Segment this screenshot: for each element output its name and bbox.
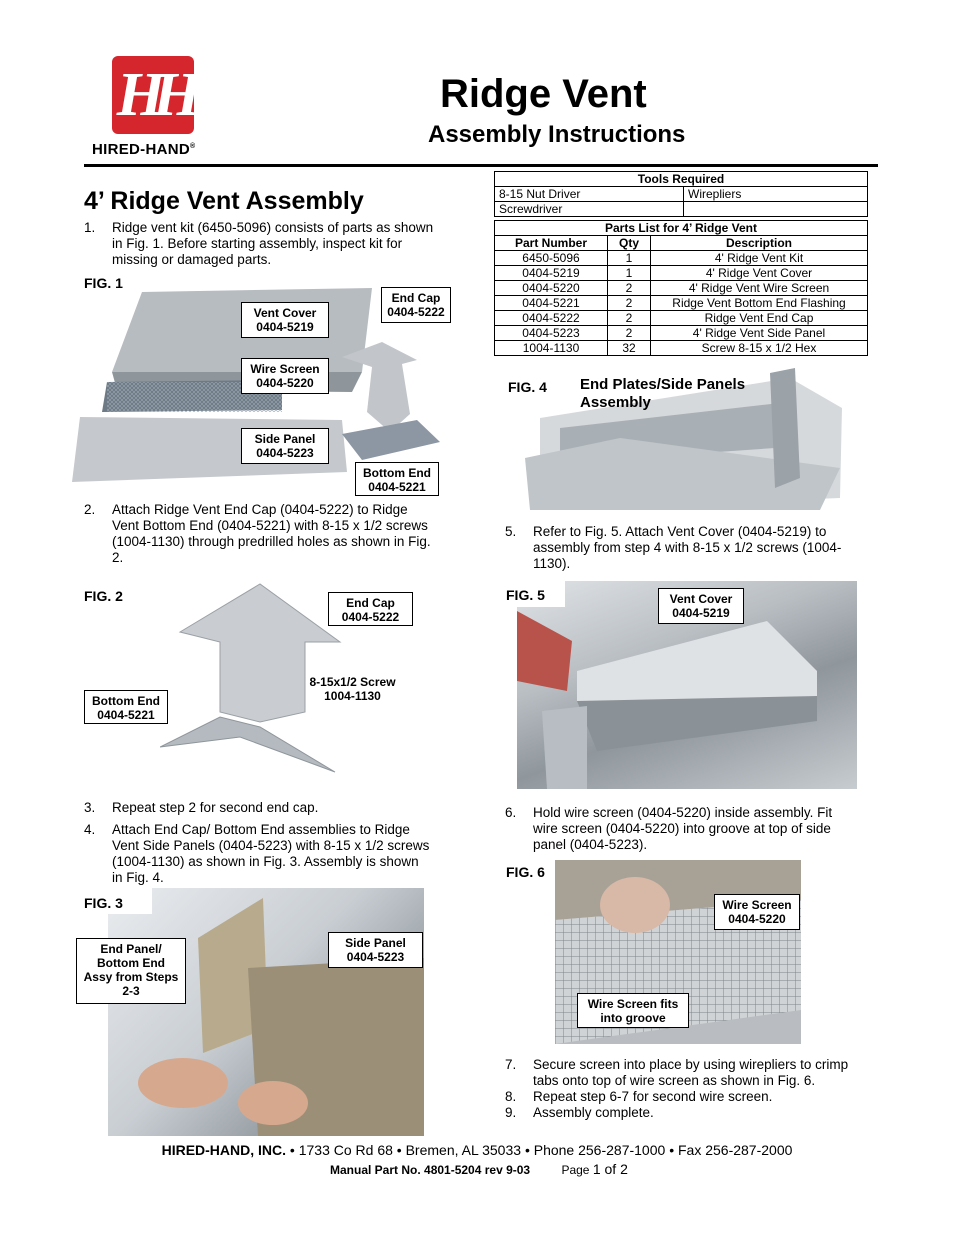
step-line: Assembly complete. <box>533 1105 654 1120</box>
logo-brand-name: HIRED-HAND <box>92 141 190 158</box>
table-row <box>495 341 868 356</box>
fig-1-callout-side-panel: Side Panel 0404-5223 <box>241 428 329 464</box>
table-cell: Ridge Vent Bottom End Flashing <box>651 296 868 311</box>
step-number: 2. <box>84 502 96 517</box>
fig-2-label: FIG. 2 <box>84 588 123 604</box>
step-line: Attach End Cap/ Bottom End assemblies to Ridge <box>112 822 410 837</box>
step-line: Vent Side Panels (0404-5223) with 8-15 x 1/2 screws <box>112 838 430 853</box>
step-number: 9. <box>505 1105 517 1120</box>
step-line: Hold wire screen (0404-5220) inside assembly. Fit <box>533 805 833 820</box>
step-line: 1130). <box>533 556 571 571</box>
fig-3-callout-side-panel: Side Panel 0404-5223 <box>328 932 423 968</box>
parts-table <box>494 220 868 356</box>
fig-6-callout-wire-screen: Wire Screen 0404-5220 <box>714 894 800 930</box>
step-line: tabs onto top of wire screen as shown in Fig. 6. <box>533 1073 816 1088</box>
section-title: 4’ Ridge Vent Assembly <box>84 187 364 215</box>
table-cell: 6450-5096 <box>495 251 608 266</box>
step-9 <box>505 1105 875 1121</box>
table-cell: 1004-1130 <box>495 341 608 356</box>
step-line: in Fig. 4. <box>112 870 164 885</box>
table-cell: 4' Ridge Vent Cover <box>651 266 868 281</box>
step-line: panel (0404-5223). <box>533 837 648 852</box>
table-cell: 0404-5221 <box>495 296 608 311</box>
step-number: 7. <box>505 1057 517 1072</box>
footer-city: • Bremen, AL 35033 <box>396 1142 522 1158</box>
step-line: Refer to Fig. 5. Attach Vent Cover (0404-5219) to <box>533 524 827 539</box>
table-cell: 1 <box>608 251 651 266</box>
step-line: Repeat step 6-7 for second wire screen. <box>533 1089 773 1104</box>
table-cell: 2 <box>608 326 651 341</box>
fig-1-callout-end-cap: End Cap 0404-5222 <box>381 287 451 323</box>
table-cell: 2 <box>608 311 651 326</box>
fig-5-label: FIG. 5 <box>506 587 545 603</box>
step-2 <box>84 502 464 568</box>
column-header: Qty <box>608 236 651 251</box>
step-line: in Fig. 1. Before starting assembly, inspect kit for <box>112 236 403 251</box>
table-cell: 4' Ridge Vent Kit <box>651 251 868 266</box>
fig-2-callout-end-cap: End Cap 0404-5222 <box>328 592 413 626</box>
tools-table-title: Tools Required <box>495 172 868 187</box>
table-cell: 2 <box>608 296 651 311</box>
step-line: Vent Bottom End (0404-5221) with 8-15 x 1/2 screws <box>112 518 428 533</box>
step-1 <box>84 220 464 270</box>
column-header: Part Number <box>495 236 608 251</box>
table-cell: Wirepliers <box>684 187 868 202</box>
step-line: 2. <box>112 550 124 565</box>
fig-4-caption: End Plates/Side Panels Assembly <box>580 376 746 411</box>
table-row <box>495 296 868 311</box>
fig-1-callout-bottom-end: Bottom End 0404-5221 <box>355 462 439 496</box>
step-line: missing or damaged parts. <box>112 252 272 267</box>
fig-3-drawing <box>108 888 424 1136</box>
step-3 <box>84 800 464 816</box>
table-row <box>495 311 868 326</box>
footer-contact <box>0 1142 954 1158</box>
table-row <box>495 187 868 202</box>
header-rule <box>84 164 878 167</box>
page-subtitle: Assembly Instructions <box>428 121 686 148</box>
footer-manual-number: Manual Part No. 4801-5204 rev 9-03 <box>330 1163 531 1177</box>
parts-table-title: Parts List for 4’ Ridge Vent <box>495 221 868 236</box>
table-row <box>495 202 868 217</box>
table-cell: 4' Ridge Vent Side Panel <box>651 326 868 341</box>
footer-page-number: 1 of 2 <box>592 1161 628 1177</box>
step-line: wire screen (0404-5220) into groove at top of side <box>533 821 831 836</box>
table-row <box>495 251 868 266</box>
step-line: Repeat step 2 for second end cap. <box>112 800 319 815</box>
table-cell: 0404-5219 <box>495 266 608 281</box>
footer-page-label: Page <box>561 1163 590 1177</box>
table-row <box>495 266 868 281</box>
step-line: Ridge vent kit (6450-5096) consists of parts as shown <box>112 220 434 235</box>
table-cell: Screwdriver <box>495 202 684 217</box>
step-8 <box>505 1089 875 1105</box>
fig-6-label: FIG. 6 <box>506 864 545 880</box>
fig-4-label: FIG. 4 <box>508 379 547 395</box>
footer-phone: • Phone 256-287-1000 <box>524 1142 666 1158</box>
table-row <box>495 281 868 296</box>
fig-6-callout-groove: Wire Screen fits into groove <box>577 993 689 1028</box>
fig-5-callout-vent-cover: Vent Cover 0404-5219 <box>658 588 744 624</box>
footer-address: • 1733 Co Rd 68 <box>289 1142 393 1158</box>
fig-2-callout-bottom-end: Bottom End 0404-5221 <box>84 690 168 724</box>
step-number: 4. <box>84 822 96 837</box>
page-title: Ridge Vent <box>440 72 647 116</box>
fig-3-photo <box>108 888 424 1136</box>
table-cell: 2 <box>608 281 651 296</box>
step-number: 5. <box>505 524 517 539</box>
step-number: 6. <box>505 805 517 820</box>
fig-3-callout-end-panel: End Panel/ Bottom End Assy from Steps 2-3 <box>76 938 186 1004</box>
table-cell: 0404-5223 <box>495 326 608 341</box>
logo-letters: HH <box>116 61 190 129</box>
step-5 <box>505 524 875 574</box>
table-cell: 4' Ridge Vent Wire Screen <box>651 281 868 296</box>
step-line: Attach Ridge Vent End Cap (0404-5222) to Ridge <box>112 502 408 517</box>
step-7 <box>505 1057 875 1089</box>
step-number: 1. <box>84 220 96 235</box>
fig-3-label: FIG. 3 <box>84 895 123 911</box>
fig-1-callout-vent-cover: Vent Cover 0404-5219 <box>241 302 329 338</box>
bottom-end-part <box>342 420 440 460</box>
step-number: 8. <box>505 1089 517 1104</box>
logo-registered: ® <box>190 143 196 150</box>
table-cell: 0404-5222 <box>495 311 608 326</box>
step-6 <box>505 805 875 855</box>
logo-brand <box>92 141 195 158</box>
footer-company: HIRED-HAND, INC. <box>161 1142 287 1158</box>
footer-manual <box>330 1161 628 1177</box>
step-number: 3. <box>84 800 96 815</box>
table-cell: 8-15 Nut Driver <box>495 187 684 202</box>
step-line: Secure screen into place by using wirepliers to crimp <box>533 1057 849 1072</box>
footer-fax: • Fax 256-287-2000 <box>669 1142 793 1158</box>
fig-2-callout-screw: 8-15x1/2 Screw 1004-1130 <box>309 675 396 703</box>
step-line: assembly from step 4 with 8-15 x 1/2 screws (1004- <box>533 540 842 555</box>
step-4 <box>84 822 464 888</box>
tools-table <box>494 171 868 217</box>
table-cell <box>684 202 868 217</box>
table-row <box>495 326 868 341</box>
table-cell: Screw 8-15 x 1/2 Hex <box>651 341 868 356</box>
table-cell: 0404-5220 <box>495 281 608 296</box>
fig-1-label: FIG. 1 <box>84 275 123 291</box>
step-line: (1004-1130) through predrilled holes as shown in Fig. <box>112 534 431 549</box>
table-cell: Ridge Vent End Cap <box>651 311 868 326</box>
fig-1-callout-wire-screen: Wire Screen 0404-5220 <box>241 358 329 394</box>
column-header: Description <box>651 236 868 251</box>
table-cell: 32 <box>608 341 651 356</box>
step-line: (1004-1130) as shown in Fig. 3. Assembly is shown <box>112 854 419 869</box>
table-cell: 1 <box>608 266 651 281</box>
